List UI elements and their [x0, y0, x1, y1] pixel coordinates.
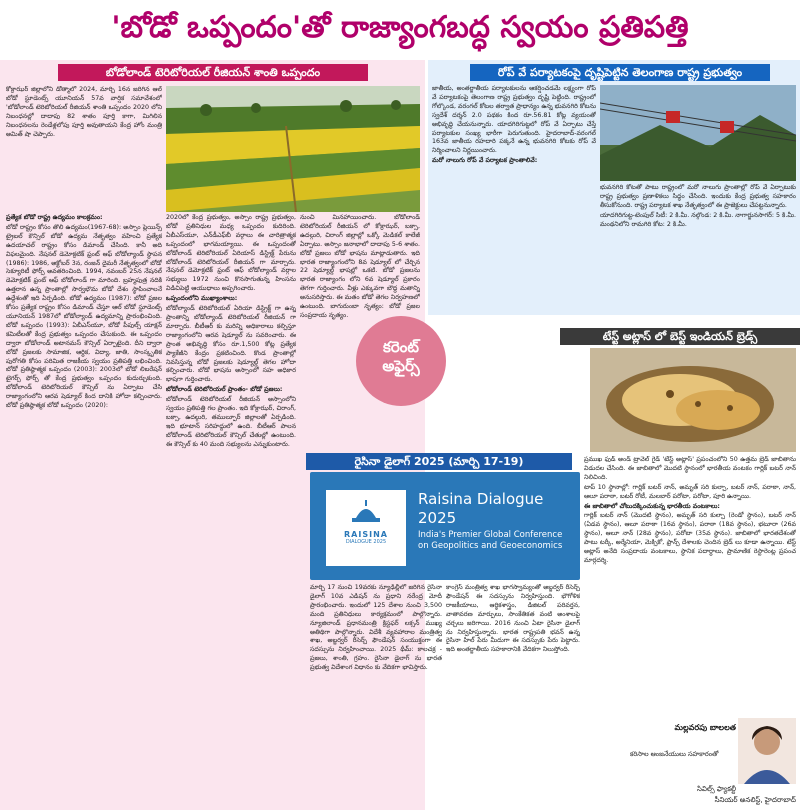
- raisina-dome-icon: [346, 498, 386, 526]
- author-avatar: [738, 718, 796, 784]
- raisina-banner: [310, 472, 580, 580]
- page-headline: 'బోడో ఒప్పందం'తో రాజ్యాంగబద్ధ స్వయం ప్రతిపత్తి: [111, 10, 689, 45]
- current-affairs-line2: అఫైర్స్: [382, 357, 420, 375]
- breads-text: ప్రముఖ ఫుడ్ అండ్ ట్రావెల్ గైడ్ 'టేస్ట్ అట్లాస్' ప్రపంచంలోని 50 ఉత్తమ బ్రెడ్ జాబితాను విడుదల చేసింది. ఈ జాబితాలో మొదటి స్థానంలో భారతీయ వంటకం గార్లిక్ బటర్ నాన్ నిలిచింది. టాప్ 10 స్థానాల్లో: గార్లిక్ బటర్ నాన్, అమృత్ సరి కుల్చా, బటర్ నాన్, పరాఠా, నాన్, ఆలూ పరాఠా, బటర్ రోటీ, మలబార్ పరోటా, పరోటా, పూరి ఉన్నాయి. ఈ జాబితాలో చోటుదక్కించుకున్న భారతీయ వంటకాలు: గార్లిక్ బటర్ నాన్ (మొదటి స్థానం), అమృత్ సరి కుల్చా (రెండో స్థానం), బటర్ నాన్ (ఏడవ స్థానం), ఆలూ పరాఠా (16వ స్థానం), పరాఠా (18వ స్థానం), భటూరా (26వ స్థానం), ఆలూ నాన్ (28వ స్థానం), పరోటా (35వ స్థానం). జాబితాలో భారతదేశంతో పాటు టర్కీ, అర్మేనియా, మెక్సికో, ఫ్రాన్స్ దేశాలకు చెందిన బ్రెడ్ లు కూడా ఉన్నాయి. టేస్ట్ అట్లాస్ అనేది సంప్రదాయ వంటకాలు, స్థానిక పదార్థాలు, ప్రామాణిక రెస్టారెంట్ల ప్రపంచ మార్గదర్శి.: [584, 456, 796, 564]
- ropeway-col2: భువనగిరి కోటతో పాటు రాష్ట్రంలో మరో నాలుగు ప్రాంతాల్లో రోప్ వే ఏర్పాటుకు రాష్ట్ర ప్రభుత్వం ప్రణాళికలు సిద్ధం చేసింది. ఇందుకు కేంద్ర ప్రభుత్వ సహకారం తీసుకోనుంది. రాష్ట్ర పర్యాటక శాఖ నేతృత్వంలో ఈ ప్రాజెక్టులు చేపట్టనున్నారు. యాదగిరిగుట్ట-టెంపుల్ సిటీ: 2 కి.మీ. నల్గొండ: 2 కి.మీ. నాగార్జునసాగర్: 5 కి.మీ. మంథనిలోని రామగిరి కోట: 2 కి.మీ.: [600, 184, 796, 228]
- current-affairs-badge: [356, 316, 446, 406]
- bodo-col3: నుంచి మినహాయించారు. బోడోలాండ్ టెరిటోరియల్ రీజియన్ లో కోక్రాఝర్, బక్సా, ఉదల్గురి, చిరాంగ్ జిల్లాల్లో ఒక్కో మెడికల్ కాలేజీ ఏర్పాటు. అస్సాం జనాభాలో దాదాపు 5-6 శాతం. బోడో ప్రజలు బోడో భాషను మాట్లాడుతారు. ఇది భారత రాజ్యాంగంలోని 8వ షెడ్యూల్ లో చేర్చిన 22 షెడ్యూల్డ్ భాషల్లో ఒకటి. బోడో ప్రజలను భారత రాజ్యాంగం లోని 6వ షెడ్యూల్ ప్రకారం తెగగా గుర్తించారు. వీళ్లు ఎక్కువగా బౌద్ధ మతాన్ని అనుసరిస్తారు. ఈ మతం బోడో తెగల నిర్వహణలో ఉంటుంది. బాగురుంబా నృత్యం: బోడో ప్రజల సంప్రదాయ నృత్యం.: [300, 214, 420, 319]
- byline-left: కరిసాల ఆంజనేయులు సహకారంతో: [630, 750, 719, 758]
- ropeway-photo: [600, 85, 796, 181]
- bodo-col2: 2020లో కేంద్ర ప్రభుత్వం, అస్సాం రాష్ట్ర ప్రభుత్వం, బోడో ప్రతినిధుల మధ్య ఒప్పందం కుదిరింది. ఏబీఎస్‌యూ, ఎన్‌డీఎఫ్‌బీ వర్గాలు ఈ చారిత్రాత్మక ఒప్పందంలో భాగమయ్యాయి. ఈ ఒప్పందంతో బోడోలాండ్ టెరిటోరియల్ ఏరియాస్ డిస్ట్రిక్ట్ పేరును బోడోలాండ్ టెరిటోరియల్ రీజియన్ గా మార్చారు. నేషనల్ డెమోక్రటిక్ ఫ్రంట్ ఆఫ్ బోడోల్యాండ్ వర్గాల సభ్యులు 1972 నుంచి కొనసాగుతున్న హింసను విడిచిపెట్టి ఆయుధాలు అప్పగించారు. ఒప్పందంలోని ముఖ్యాంశాలు: బోడోల్యాండ్ టెరిటోరియల్ ఏరియా డిస్ట్రిక్ట్ గా ఉన్న ప్రాంతాన్ని బోడోల్యాండ్ టెరిటోరియల్ రీజియన్ గా మార్చారు. బీటీఆర్ కు మరిన్ని అధికారాలు కల్పిస్తూ రాజ్యాంగంలోని ఆరవ షెడ్యూల్ ను సవరించారు. ఈ ప్రాంత అభివృద్ధి కోసం రూ.1,500 కోట్ల ప్రత్యేక ప్యాకేజీని కేంద్రం ప్రకటించింది. కొండ ప్రాంతాల్లో నివసిస్తున్న బోడో ప్రజలకు షెడ్యూల్డ్ తెగల హోదా కల్పించారు. బోడో భాషను అస్సాంలో సహ అధికార భాషగా గుర్తించారు. బోడోలాండ్ టెరిటోరియల్ ప్రాంతం- బోడో ప్రజలు: బోడోలాండ్ టెరిటోరియల్ రీజియన్ అస్సాంలోని స్వయం ప్రతిపత్తి గల ప్రాంతం. ఇది కోక్రాఝర్, చిరాంగ్, బక్సా, ఉదల్గురి, తముల్పూర్ జిల్లాలతో ఏర్పడింది. ఇది భూటాన్ సరిహద్దులో ఉంది. బీటీఆర్ పాలన బోడోలాండ్ టెరిటోరియల్ కౌన్సిల్ చేతుల్లో ఉంటుంది. ఈ కౌన్సిల్ కు 40 మంది సభ్యులను ఎన్నుకుంటారు.: [166, 214, 296, 448]
- breads-band: టేస్ట్ అట్లాస్ లో బెస్ట్ ఇండియన్ బ్రెడ్స్: [560, 328, 800, 345]
- raisina-subtitle: India's Premier Global Conference on Geopolitics and Geoeconomics: [418, 530, 563, 551]
- bodo-band: బోడోలాండ్ టెరిటోరియల్ రీజియన్ శాంతి ఒప్పందం: [58, 64, 368, 81]
- author-role1: సివిల్స్ ఫ్యాకల్టీ: [697, 785, 736, 793]
- bodo-intro: కోక్రాఝర్ జిల్లాలోని డోత్మాలో 2024, మార్చి 16న జరిగిన ఆల్ బోడో స్టూడెంట్స్ యూనియన్ 57వ వార్షిక సమావేశంలో 'బోడోలాండ్ టెరిటోరియల్ రీజియన్ శాంతి ఒప్పందం 2020 లోని నిబంధనల్లో దాదాపు 82 శాతం పూర్తి కాగా, మిగిలిన నిబంధనలను రెండేళ్లలోపు పూర్తి అవుతాయని కేంద్ర హోం మంత్రి అమిత్ షా చెప్పారు.: [6, 86, 162, 138]
- bodo-col1: ప్రత్యేక బోడో రాష్ట్ర ఉద్యమం కాలక్రమం: బోడో రాష్ట్రం కోసం తొలి ఉద్యమం(1967-68): అస్సాం ప్లెయిన్స్ ట్రైబల్ కౌన్సిల్ బోడో ఉద్యమ నేతృత్వం వహించి ప్రత్యేక ఉదయాచల్ రాష్ట్రం కోసం డిమాండ్ చేసింది. కానీ అది విఫలమైంది. నేషనల్ డెమోక్రటిక్ ఫ్రంట్ ఆఫ్ బోడోల్యాండ్ స్థాపన (1986): 1986, అక్టోబర్ 3న, రంజన్ దైమరీ నేతృత్వంలో బోడో సెక్యూరిటీ ఫోర్స్ అవతరించింది. 1994, నవంబర్ 25న నేషనల్ డెమోక్రటిక్ ఫ్రంట్ ఆఫ్ బోడోలాండ్ గా మారింది. బ్రహ్మపుత్ర నదికి ఉత్తరాన ఉన్న ప్రాంతాల్లో సార్వభౌమ బోడో దేశం స్థాపించాలనే ఉద్దేశంతో ఇది ఏర్పడింది. బోడో ఉద్యమం (1987): బోడో ప్రజల కోసం ప్రత్యేక రాష్ట్రం కోసం డిమాండ్ చేస్తూ ఆల్ బోడో స్టూడెంట్స్ యూనియన్ 1987లో బోడోల్యాండ్ ఉద్యమాన్ని ప్రారంభించింది. బోడో ఒప్పందం (1993): ఏబీఎస్‌యూ, బోడో పీపుల్స్ యాక్షన్ కమిటీలతో కేంద్ర ప్రభుత్వం ఒప్పందం చేసుకుంది. ఈ ఒప్పందం ద్వారా బోడోలాండ్ అటానమస్ కౌన్సిల్ ఏర్పాటైంది. దీని ద్వారా బోడో ప్రజలకు సామాజిక, ఆర్థిక, విద్యా, జాతి, సాంస్కృతిక పురోగతి కోసం పరిమిత రాజకీయ స్వయం ప్రతిపత్తి లభించింది. బోడో ప్రతిష్ఠాత్మక ఒప్పందం (2003): 2003లో బోడో లిబరేషన్ టైగర్స్ ఫోర్స్ తో కేంద్ర ప్రభుత్వం ఒప్పందం కుదుర్చుకుంది. బోడోలాండ్ టెరిటోరియల్ కౌన్సిల్ ను ఏర్పాటు చేసి రాజ్యాంగంలోని ఆరవ షెడ్యూల్ కింద దానికి హోదా కల్పించారు. బోడో ప్రతిష్ఠాత్మక బోడో ఒప్పందం (2020):: [6, 214, 162, 410]
- ropeway-col1: జాతీయ, అంతర్జాతీయ పర్యాటకులను ఆకర్షించడమే లక్ష్యంగా రోప్ వే పర్యాటకంపై తెలంగాణ రాష్ట్ర ప్రభుత్వం దృష్టి పెట్టింది. రాష్ట్రంలో గోల్కొండ, వరంగల్ కోటల తర్వాత ప్రాధాన్యం ఉన్న భువనగిరి కోటను స్వదేశ్ దర్శన్ 2.0 పథకం కింద రూ.56.81 కోట్ల వ్యయంతో అభివృద్ధి చేయనున్నారు. యాదగిరిగుట్టలో రోప్ వే ఏర్పాటు చేస్తే పర్యాటకుల సంఖ్య భారీగా పెరుగుతుంది. హైదరాబాద్-వరంగల్ 163వ జాతీయ రహదారి పక్కనే ఉన్న భువనగిరి కోటకు రోప్ వే నిర్మించాలని నిర్ణయించారు. మరో నాలుగు రోప్ వే పర్యాటక ప్రాంతాలివే:: [432, 85, 596, 165]
- author-name: మల్లవరపు బాలలత: [674, 723, 736, 732]
- author-photo-icon: [738, 718, 796, 784]
- raisina-logo: [326, 490, 406, 566]
- raisina-logo-dialogue: DIALOGUE 2025: [345, 539, 387, 545]
- breads-illustration: [590, 348, 796, 452]
- ropeway-illustration: [600, 85, 796, 181]
- current-affairs-line1: కరెంట్: [383, 338, 419, 356]
- author-role2: సీనియర్ అనలిస్ట్, హైదరాబాద్: [714, 796, 796, 804]
- farmland-illustration: [166, 86, 420, 212]
- farmland-photo: [166, 86, 420, 212]
- raisina-logo-small: RAISINA: [344, 530, 388, 539]
- raisina-band: రైసినా డైలాగ్ 2025 (మార్చి 17-19): [306, 453, 572, 470]
- raisina-col2: కాంగ్రెస్ మంత్రిత్వ శాఖ భాగస్వామ్యంతో అబ్జర్వర్ రీసెర్చ్ ఫౌండేషన్ ఈ సదస్సును నిర్వహిస్తుంది. భౌగోళిక రాజకీయాలు, ఆర్థికశాస్త్రం, డిజిటల్ పరివర్తన, వాతావరణ మార్పులు, సాంకేతికత వంటి అంశాలపై చర్చలు జరిగాయి. 2016 నుంచి ఏటా రైసినా డైలాగ్ ను నిర్వహిస్తున్నారు. భారత రాష్ట్రపతి భవన్ ఉన్న రైసినా హిల్ పేరు మీదుగా ఈ సదస్సుకు పేరు పెట్టారు. ఇది అంతర్జాతీయ సహకారానికి వేదికగా నిలుస్తోంది.: [446, 584, 580, 654]
- raisina-title: Raisina Dialogue 2025: [418, 490, 544, 527]
- breads-photo: [590, 348, 796, 452]
- raisina-col1: మార్చి 17 నుంచి 19వరకు న్యూఢిల్లీలో జరిగిన రైసినా డైలాగ్ 10వ ఎడిషన్ ను ప్రధాని నరేంద్ర మోదీ ప్రారంభించారు. ఇందులో 125 దేశాల నుంచి 3,500 మంది ప్రతినిధులు కార్యక్రమంలో పాల్గొన్నారు. న్యూజిలాండ్ ప్రధానమంత్రి క్రిస్టఫర్ లక్సన్ ముఖ్య అతిథిగా పాల్గొన్నారు. విదేశీ వ్యవహారాల మంత్రిత్వ శాఖ, అబ్జర్వర్ రీసెర్చ్ ఫౌండేషన్ సంయుక్తంగా ఈ సదస్సును నిర్వహించాయి. 2025 థీమ్: కాలచక్ర - ప్రజలు, శాంతి, గ్రహం. రైసినా డైలాగ్ ను భారత ప్రభుత్వ విదేశాంగ విధానం కు వేదికగా భావిస్తారు.: [310, 584, 442, 672]
- ropeway-band: రోప్ వే పర్యాటకంపై దృష్టిపెట్టిన తెలంగాణ రాష్ట్ర ప్రభుత్వం: [470, 64, 770, 81]
